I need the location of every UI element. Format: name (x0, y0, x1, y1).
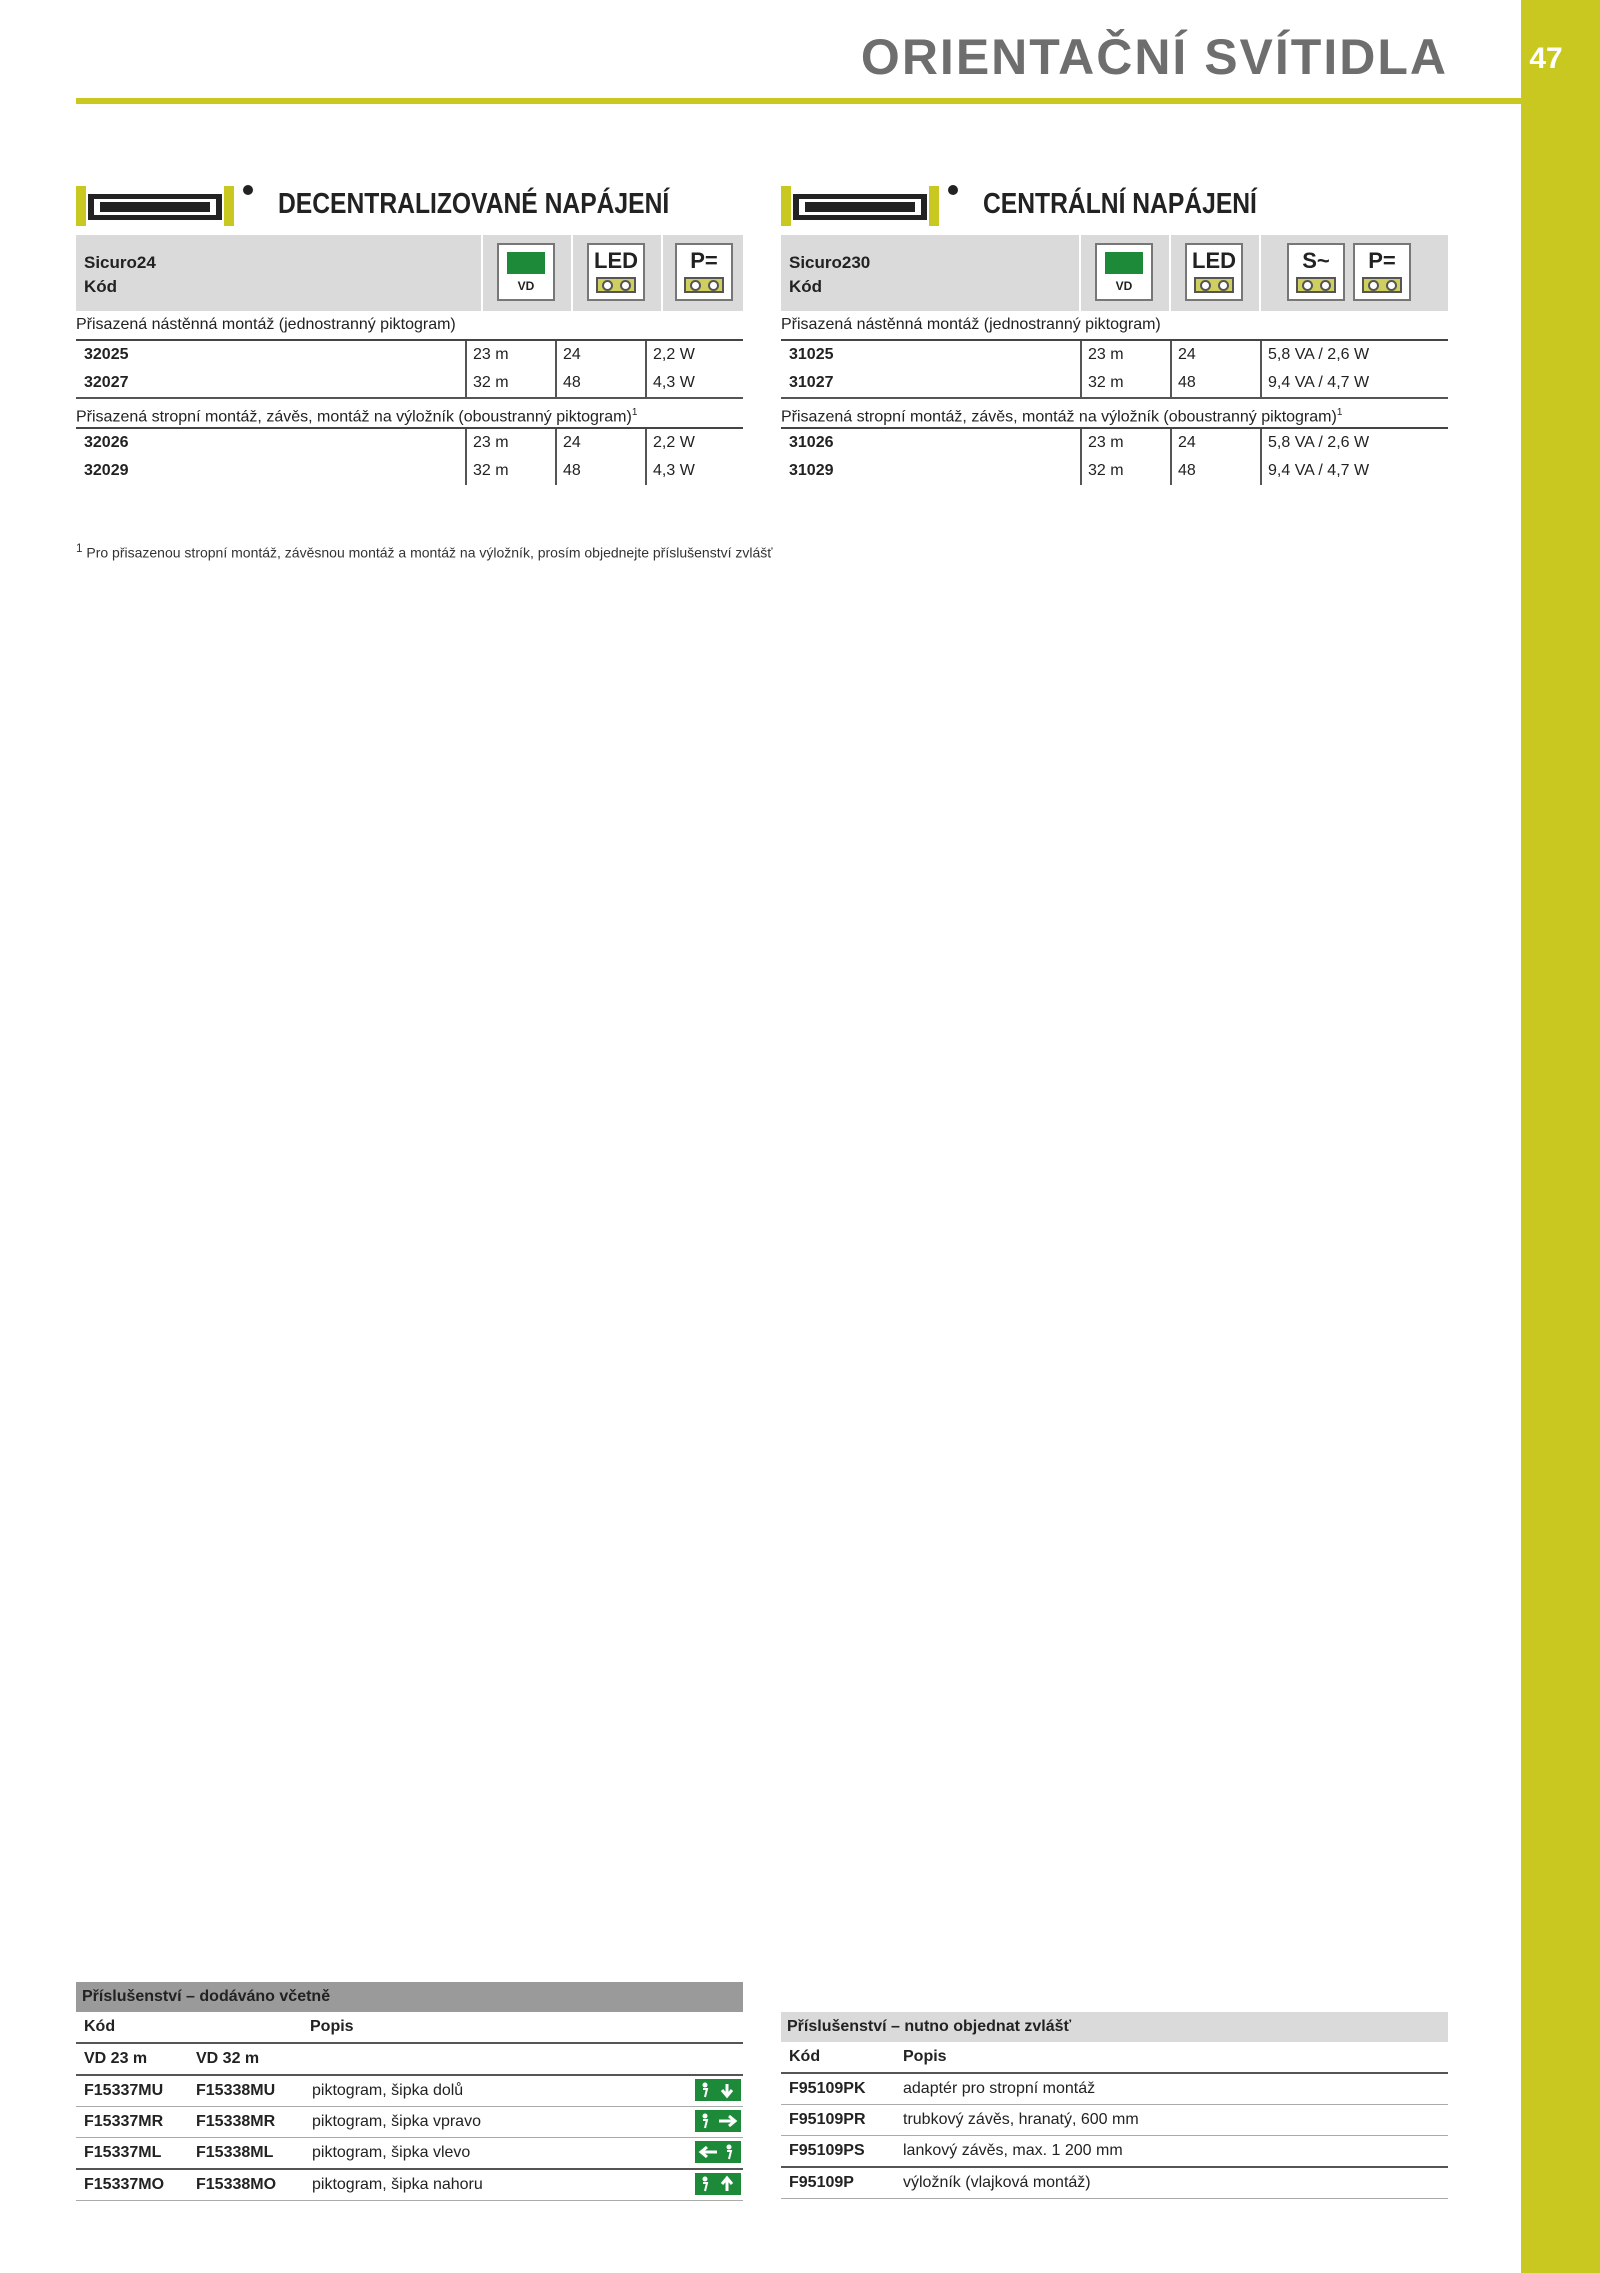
page-title: ORIENTAČNÍ SVÍTIDLA (860, 29, 1448, 85)
led-icon: LED (587, 243, 645, 301)
table-row: F95109P výložník (vlajková montáž) (781, 2168, 1448, 2199)
exit-arrow-left-icon (695, 2141, 741, 2163)
section-central (781, 180, 1448, 485)
sicuro-logo-icon (76, 182, 260, 228)
table-row: F95109PK adaptér pro stropní montáž (781, 2074, 1448, 2105)
led-icon: LED (1185, 243, 1243, 301)
table-row: 32029 32 m 48 4,3 W (76, 457, 743, 485)
table-row: F95109PS lankový závěs, max. 1 200 mm (781, 2136, 1448, 2168)
table-row: F15337MR F15338MR piktogram, šipka vpravo (76, 2107, 743, 2138)
group-wall-mount: Přisazená nástěnná montáž (jednostranný piktogram) (781, 311, 1448, 341)
exit-sign-vd-icon: VD (497, 243, 555, 301)
code-label: Kód (789, 277, 823, 296)
accessories-title: Příslušenství – dodáváno včetně (76, 1982, 743, 2012)
accessories-included (76, 1982, 743, 2201)
title-rule (76, 98, 1521, 104)
power-ac-icon: S~ (1287, 243, 1345, 301)
exit-arrow-right-icon (695, 2110, 741, 2132)
power-dc-icon: P= (1353, 243, 1411, 301)
column-header-row: Kód Popis (76, 2012, 743, 2044)
sicuro-logo-icon (781, 182, 965, 228)
column-header-row: Kód Popis (781, 2042, 1448, 2074)
code-label: Kód (84, 277, 118, 296)
page-number: 47 (1529, 42, 1563, 75)
table-header (76, 232, 743, 311)
data-table (76, 429, 743, 485)
table-row: F15337MU F15338MU piktogram, šipka dolů (76, 2076, 743, 2107)
section-header (76, 180, 743, 232)
footnote: $^1$ Pro přisazenou stropní montáž, závěsnou montáž a montáž na výložník, prosím objednejte příslušenství zvlášť (76, 542, 773, 561)
table-row: F15337ML F15338ML piktogram, šipka vlevo (76, 2138, 743, 2170)
table-row: F15337MO F15338MO piktogram, šipka nahoru (76, 2170, 743, 2201)
group-ceiling-mount: Přisazená stropní montáž, závěs, montáž na výložník (oboustranný piktogram)$^1$ (76, 399, 743, 429)
table-row: 32025 23 m 24 2,2 W (76, 341, 743, 369)
table-row: 31027 32 m 48 9,4 VA / 4,7 W (781, 369, 1448, 398)
exit-sign-vd-icon: VD (1095, 243, 1153, 301)
data-table (781, 341, 1448, 399)
section-title: DECENTRALIZOVANÉ NAPÁJENÍ (278, 188, 670, 220)
section-decentral (76, 180, 743, 485)
exit-arrow-up-icon (695, 2173, 741, 2195)
sub-header-row: VD 23 m VD 32 m (76, 2044, 743, 2076)
section-header (781, 180, 1448, 232)
product-name: Sicuro24 (84, 253, 156, 272)
accessories-separate (781, 2012, 1448, 2199)
data-table (76, 341, 743, 399)
exit-arrow-down-icon (695, 2079, 741, 2101)
table-row: 32026 23 m 24 2,2 W (76, 429, 743, 457)
section-title: CENTRÁLNÍ NAPÁJENÍ (983, 188, 1257, 220)
data-table (781, 429, 1448, 485)
group-wall-mount: Přisazená nástěnná montáž (jednostranný piktogram) (76, 311, 743, 341)
power-dc-icon: P= (675, 243, 733, 301)
accent-sidebar (1521, 0, 1600, 2273)
table-row: 31029 32 m 48 9,4 VA / 4,7 W (781, 457, 1448, 485)
accessories-title: Příslušenství – nutno objednat zvlášť (781, 2012, 1448, 2042)
table-header (781, 232, 1448, 311)
table-row: 32027 32 m 48 4,3 W (76, 369, 743, 398)
table-row: F95109PR trubkový závěs, hranatý, 600 mm (781, 2105, 1448, 2136)
group-ceiling-mount: Přisazená stropní montáž, závěs, montáž na výložník (oboustranný piktogram)$^1$ (781, 399, 1448, 429)
table-row: 31026 23 m 24 5,8 VA / 2,6 W (781, 429, 1448, 457)
product-name: Sicuro230 (789, 253, 871, 272)
table-row: 31025 23 m 24 5,8 VA / 2,6 W (781, 341, 1448, 369)
